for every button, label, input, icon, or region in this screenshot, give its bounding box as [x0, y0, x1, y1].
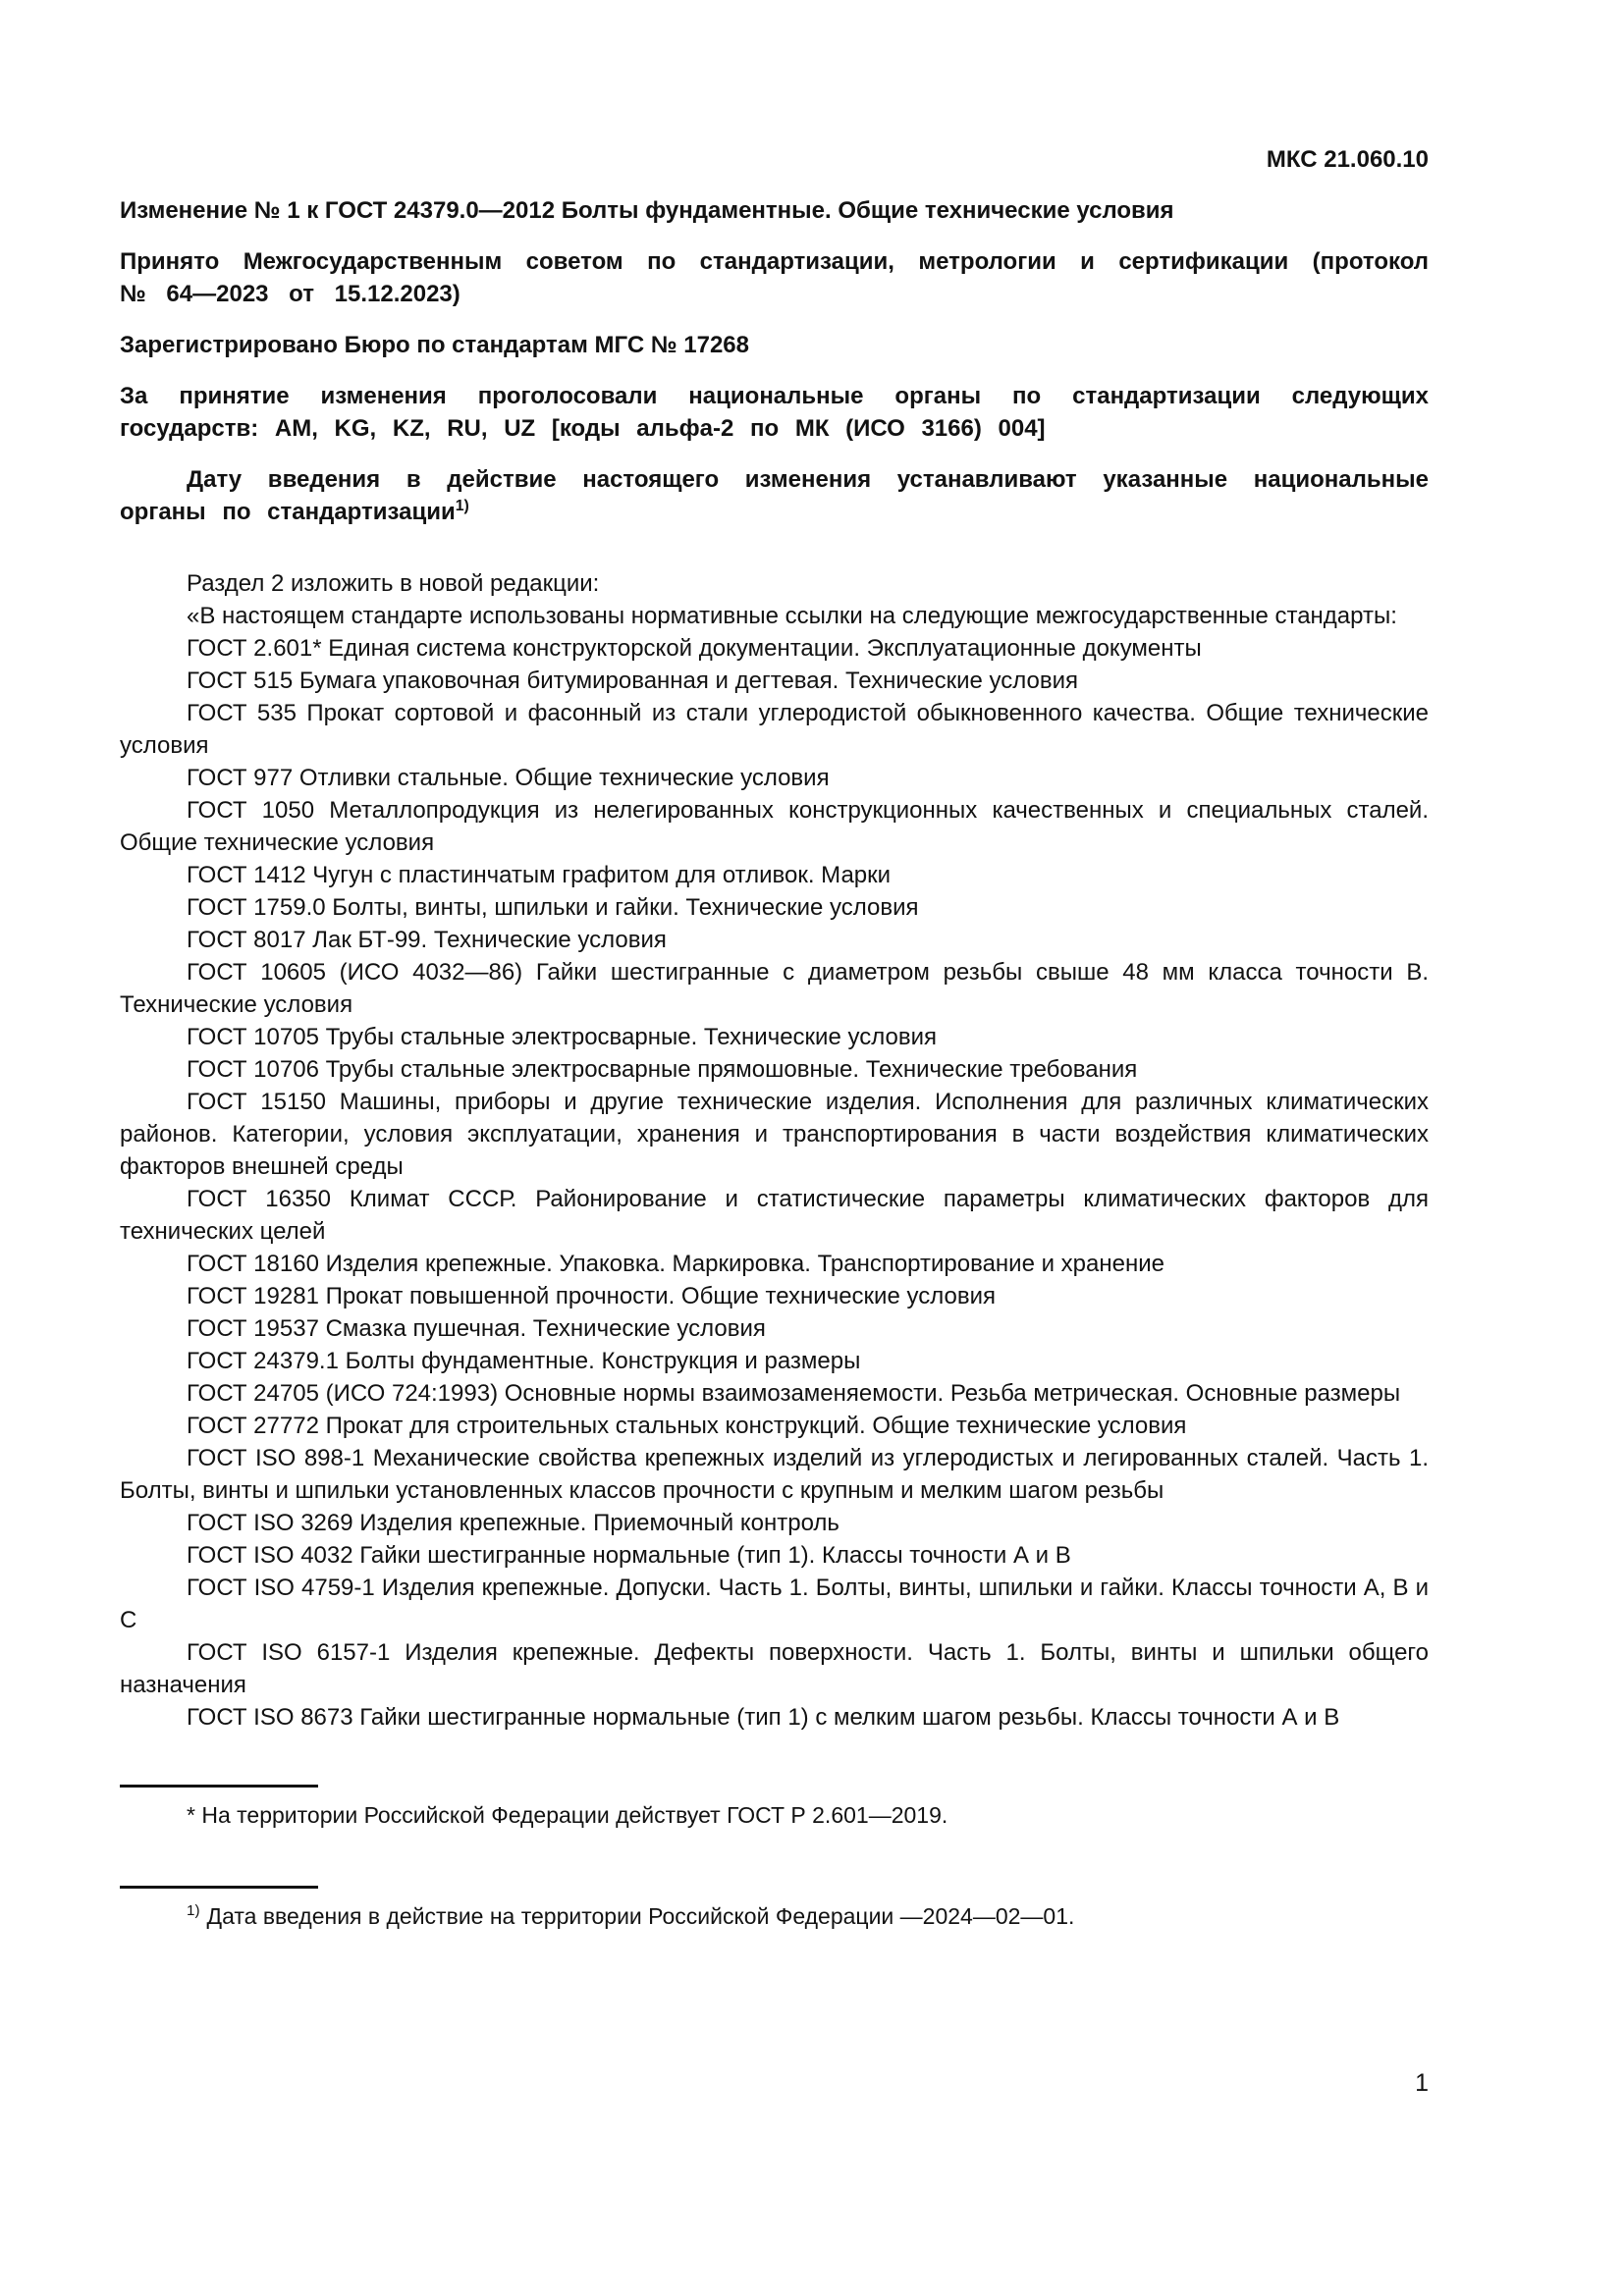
standard-reference: ГОСТ ISO 4032 Гайки шестигранные нормальные (тип 1). Классы точности А и В: [187, 1542, 1071, 1569]
standard-reference: ГОСТ 1050 Металлопродукция из нелегированных конструкционных качественных и специальных сталей. Общие технические условия: [120, 797, 1429, 856]
standard-reference: ГОСТ 8017 Лак БТ-99. Технические условия: [187, 927, 667, 953]
classification-code: МКС 21.060.10: [1266, 146, 1429, 173]
footnote-separator: [120, 1886, 318, 1889]
standard-reference: ГОСТ ISO 8673 Гайки шестигранные нормальные (тип 1) с мелким шагом резьбы. Классы точности А и В: [187, 1704, 1340, 1731]
registered-paragraph: Зарегистрировано Бюро по стандартам МГС № 17268: [120, 332, 749, 358]
standard-reference: ГОСТ 10605 (ИСО 4032—86) Гайки шестигранные с диаметром резьбы свыше 48 мм класса точности В. Технические условия: [120, 959, 1429, 1018]
standard-reference: ГОСТ 24379.1 Болты фундаментные. Конструкция и размеры: [187, 1348, 861, 1374]
page-number: 1: [1415, 2069, 1429, 2097]
standard-reference: ГОСТ 19281 Прокат повышенной прочности. Общие технические условия: [187, 1283, 996, 1309]
standard-reference: ГОСТ 10706 Трубы стальные электросварные прямошовные. Технические требования: [187, 1056, 1138, 1083]
standards-list: [120, 632, 1429, 1734]
standard-reference: ГОСТ ISO 898-1 Механические свойства крепежных изделий из углеродистых и легированных сталей. Часть 1. Болты, винты и шпильки установленных классов прочности с крупным и мелким шагом резьбы: [120, 1445, 1429, 1504]
adopted-paragraph: Принято Межгосударственным советом по стандартизации, метрологии и сертификации (протокол № 64—2023 от 15.12.2023): [120, 248, 1429, 307]
standard-reference: ГОСТ 515 Бумага упаковочная битумированная и дегтевая. Технические условия: [187, 667, 1079, 694]
standard-reference: ГОСТ 15150 Машины, приборы и другие технические изделия. Исполнения для различных климатических районов. Категории, условия эксплуатации, хранения и транспортирования в части воздействия климатических факторов внешней среды: [120, 1089, 1429, 1180]
standard-reference: ГОСТ ISO 4759-1 Изделия крепежные. Допуски. Часть 1. Болты, винты, шпильки и гайки. Классы точности А, В и С: [120, 1575, 1429, 1633]
amendment-title: Изменение № 1 к ГОСТ 24379.0—2012 Болты фундаментные. Общие технические условия: [120, 197, 1174, 224]
standard-reference: ГОСТ ISO 6157-1 Изделия крепежные. Дефекты поверхности. Часть 1. Болты, винты и шпильки общего назначения: [120, 1639, 1429, 1698]
standard-reference: ГОСТ 2.601* Единая система конструкторской документации. Эксплуатационные документы: [187, 635, 1202, 662]
standard-reference: ГОСТ 1412 Чугун с пластинчатым графитом для отливок. Марки: [187, 862, 892, 888]
standard-reference: ГОСТ 16350 Климат СССР. Районирование и статистические параметры климатических факторов для технических целей: [120, 1186, 1429, 1245]
footnote-asterisk: * На территории Российской Федерации действует ГОСТ Р 2.601—2019.: [187, 1802, 948, 1828]
section-intro: «В настоящем стандарте использованы нормативные ссылки на следующие межгосударственные стандарты:: [187, 603, 1397, 629]
standard-reference: ГОСТ 977 Отливки стальные. Общие технические условия: [187, 765, 830, 791]
standard-reference: ГОСТ 18160 Изделия крепежные. Упаковка. Маркировка. Транспортирование и хранение: [187, 1251, 1164, 1277]
standard-reference: ГОСТ 19537 Смазка пушечная. Технические условия: [187, 1315, 766, 1342]
standard-reference: ГОСТ 10705 Трубы стальные электросварные. Технические условия: [187, 1024, 937, 1050]
footnote-separator: [120, 1785, 318, 1788]
voted-paragraph: За принятие изменения проголосовали национальные органы по стандартизации следующих государств: AM, KG, KZ, RU, UZ [коды альфа-2 по МК (ИСО 3166) 004]: [120, 383, 1429, 442]
standard-reference: ГОСТ 27772 Прокат для строительных стальных конструкций. Общие технические условия: [187, 1413, 1187, 1439]
standard-reference: ГОСТ 1759.0 Болты, винты, шпильки и гайки. Технические условия: [187, 894, 919, 921]
footnote-date: [120, 1901, 1429, 1932]
section-instruction: Раздел 2 изложить в новой редакции:: [187, 570, 600, 597]
document-content: [120, 0, 1429, 1932]
standard-reference: ГОСТ ISO 3269 Изделия крепежные. Приемочный контроль: [187, 1510, 839, 1536]
standard-reference: ГОСТ 535 Прокат сортовой и фасонный из стали углеродистой обыкновенного качества. Общие технические условия: [120, 700, 1429, 759]
footnote-reference-mark: 1): [455, 498, 469, 514]
effective-date-paragraph: [120, 463, 1429, 528]
effective-date-text: Дату введения в действие настоящего изменения устанавливают указанные национальные органы по стандартизации: [120, 466, 1429, 525]
standard-reference: ГОСТ 24705 (ИСО 724:1993) Основные нормы взаимозаменяемости. Резьба метрическая. Основные размеры: [187, 1380, 1401, 1407]
footnote-date-text: Дата введения в действие на территории Российской Федерации —2024—02—01.: [206, 1903, 1075, 1929]
footnote-marker: 1): [187, 1902, 200, 1920]
